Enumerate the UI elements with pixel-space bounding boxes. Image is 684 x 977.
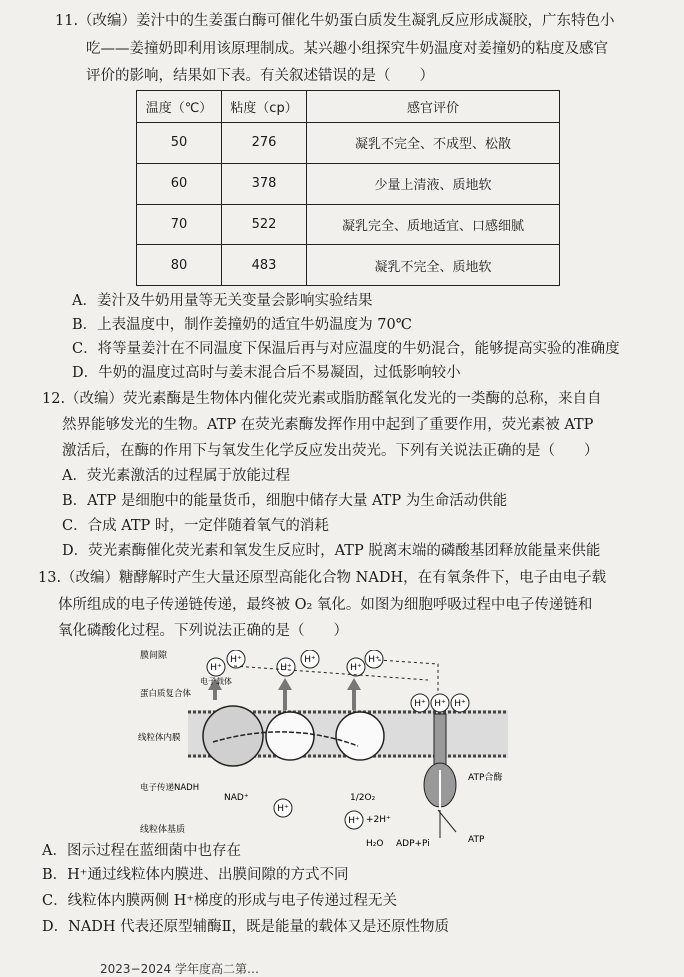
q12-option-c: C．合成 ATP 时，一定伴随着氧气的消耗: [62, 518, 329, 534]
h-ion-label: H⁺: [304, 655, 316, 665]
table-cell: 少量上清液、质地软: [307, 163, 560, 204]
table-cell: 60: [137, 163, 222, 204]
q11-option-b: B．上表温度中，制作姜撞奶的适宜牛奶温度为 70℃: [72, 317, 412, 333]
protein-complex-3: [336, 712, 384, 760]
h-ion-label: H⁺: [350, 663, 362, 673]
h-ion-label: H⁺: [230, 655, 242, 665]
label-atp: ATP: [468, 835, 485, 845]
h-ion-label: H⁺: [280, 663, 292, 673]
h-ion-label: H⁺: [414, 699, 426, 709]
label-nadh: 电子传递NADH: [140, 783, 200, 793]
label-carrier: 电子载体: [200, 677, 232, 686]
q12-stem-line3: 激活后，在酶的作用下与氧发生化学反应发出荧光。下列有关说法正确的是（ ）: [62, 443, 599, 459]
label-atp-synthase: ATP合酶: [468, 773, 503, 783]
table-row: [137, 163, 560, 204]
electron-transport-figure: [138, 650, 684, 855]
q12-option-b: B．ATP 是细胞中的能量货币，细胞中储存大量 ATP 为生命活动供能: [62, 493, 508, 509]
table-cell: 50: [137, 123, 222, 164]
proton-pump-arrow: [347, 678, 361, 710]
label-intermembrane: 膜间隙: [140, 651, 168, 661]
q13-option-b: B．H⁺通过线粒体内膜进、出膜间隙的方式不同: [42, 867, 349, 883]
q11-table: [136, 90, 560, 286]
h-ion-label: H⁺: [368, 655, 380, 665]
h-ion-label: H⁺: [434, 699, 446, 709]
q13-stem-line1: 13.（改编）糖酵解时产生大量还原型高能化合物 NADH，在有氧条件下，电子由电子载: [38, 570, 607, 586]
protein-complex-1: [203, 706, 263, 766]
h-ion-label: H⁺: [454, 699, 466, 709]
table-cell: 凝乳不完全、不成型、松散: [307, 123, 560, 164]
q12-option-d: D．荧光素酶催化荧光素和氧发生反应时，ATP 脱离末端的磷酸基团释放能量来供能: [62, 543, 601, 559]
table-cell: 276: [222, 123, 307, 164]
label-inner-membrane: 线粒体内膜: [138, 733, 181, 743]
q13-stem-line3: 氧化磷酸化过程。下列说法正确的是（ ）: [58, 623, 348, 639]
table-cell: 凝乳完全、质地适宜、口感细腻: [307, 204, 560, 245]
h-ion-label: H⁺: [210, 663, 222, 673]
protein-complex-2: [266, 712, 314, 760]
table-cell: 80: [137, 245, 222, 286]
table-row: [137, 245, 560, 286]
q11-option-c: C．将等量姜汁在不同温度下保温后再与对应温度的牛奶混合，能够提高实验的准确度: [72, 341, 620, 357]
q13-option-a: A．图示过程在蓝细菌中也存在: [42, 843, 241, 859]
label-adp: ADP+Pi: [396, 839, 430, 849]
label-nad: NAD⁺: [224, 793, 249, 803]
table-header: 感官评价: [307, 91, 560, 123]
table-row: [137, 204, 560, 245]
q11-option-d: D．牛奶的温度过高时与姜末混合后不易凝固，过低影响较小: [72, 365, 461, 381]
label-2h: +2H⁺: [366, 815, 391, 825]
q11-stem-line3: 评价的影响，结果如下表。有关叙述错误的是（ ）: [86, 68, 434, 84]
q13-option-c: C．线粒体内膜两侧 H⁺梯度的形成与电子传递过程无关: [42, 893, 398, 909]
q13-option-d: D．NADH 代表还原型辅酶Ⅱ，既是能量的载体又是还原性物质: [42, 919, 450, 935]
q12-stem-line1: 12.（改编）荧光素酶是生物体内催化荧光素或脂肪醛氧化发光的一类酶的总称，来自自: [42, 391, 602, 407]
label-o2: 1/2O₂: [350, 793, 376, 803]
table-cell: 70: [137, 204, 222, 245]
h-ion-label: H⁺: [348, 816, 360, 826]
q11-option-a: A．姜汁及牛奶用量等无关变量会影响实验结果: [72, 293, 373, 309]
q13-stem-line2: 体所组成的电子传递链传递，最终被 O₂ 氧化。如图为细胞呼吸过程中电子传递链和: [58, 597, 593, 613]
table-row: [137, 123, 560, 164]
table-cell: 483: [222, 245, 307, 286]
table-header: 温度（℃）: [137, 91, 222, 123]
label-matrix: 线粒体基质: [140, 825, 186, 835]
h-ion-label: H⁺: [277, 804, 289, 814]
table-cell: 522: [222, 204, 307, 245]
label-h2o: H₂O: [366, 839, 384, 849]
q11-stem-line2: 吃——姜撞奶即利用该原理制成。某兴趣小组探究牛奶温度对姜撞奶的粘度及感官: [86, 41, 608, 57]
q12-option-a: A．荧光素激活的过程属于放能过程: [62, 468, 290, 484]
table-cell: 378: [222, 163, 307, 204]
table-header: 粘度（cp）: [222, 91, 307, 123]
label-protein-complex: 蛋白质复合体: [140, 689, 192, 699]
q11-stem-line1: 11.（改编）姜汁中的生姜蛋白酶可催化牛奶蛋白质发生凝乳反应形成凝胶，广东特色小: [55, 13, 615, 29]
proton-pump-arrow: [278, 678, 292, 710]
q12-stem-line2: 然界能够发光的生物。ATP 在荧光素酶发挥作用中起到了重要作用，荧光素被 ATP: [62, 417, 594, 433]
page-footer: 2023−2024 学年度高二第…: [100, 962, 259, 976]
table-cell: 凝乳不完全、质地软: [307, 245, 560, 286]
table-header-row: [137, 91, 560, 123]
